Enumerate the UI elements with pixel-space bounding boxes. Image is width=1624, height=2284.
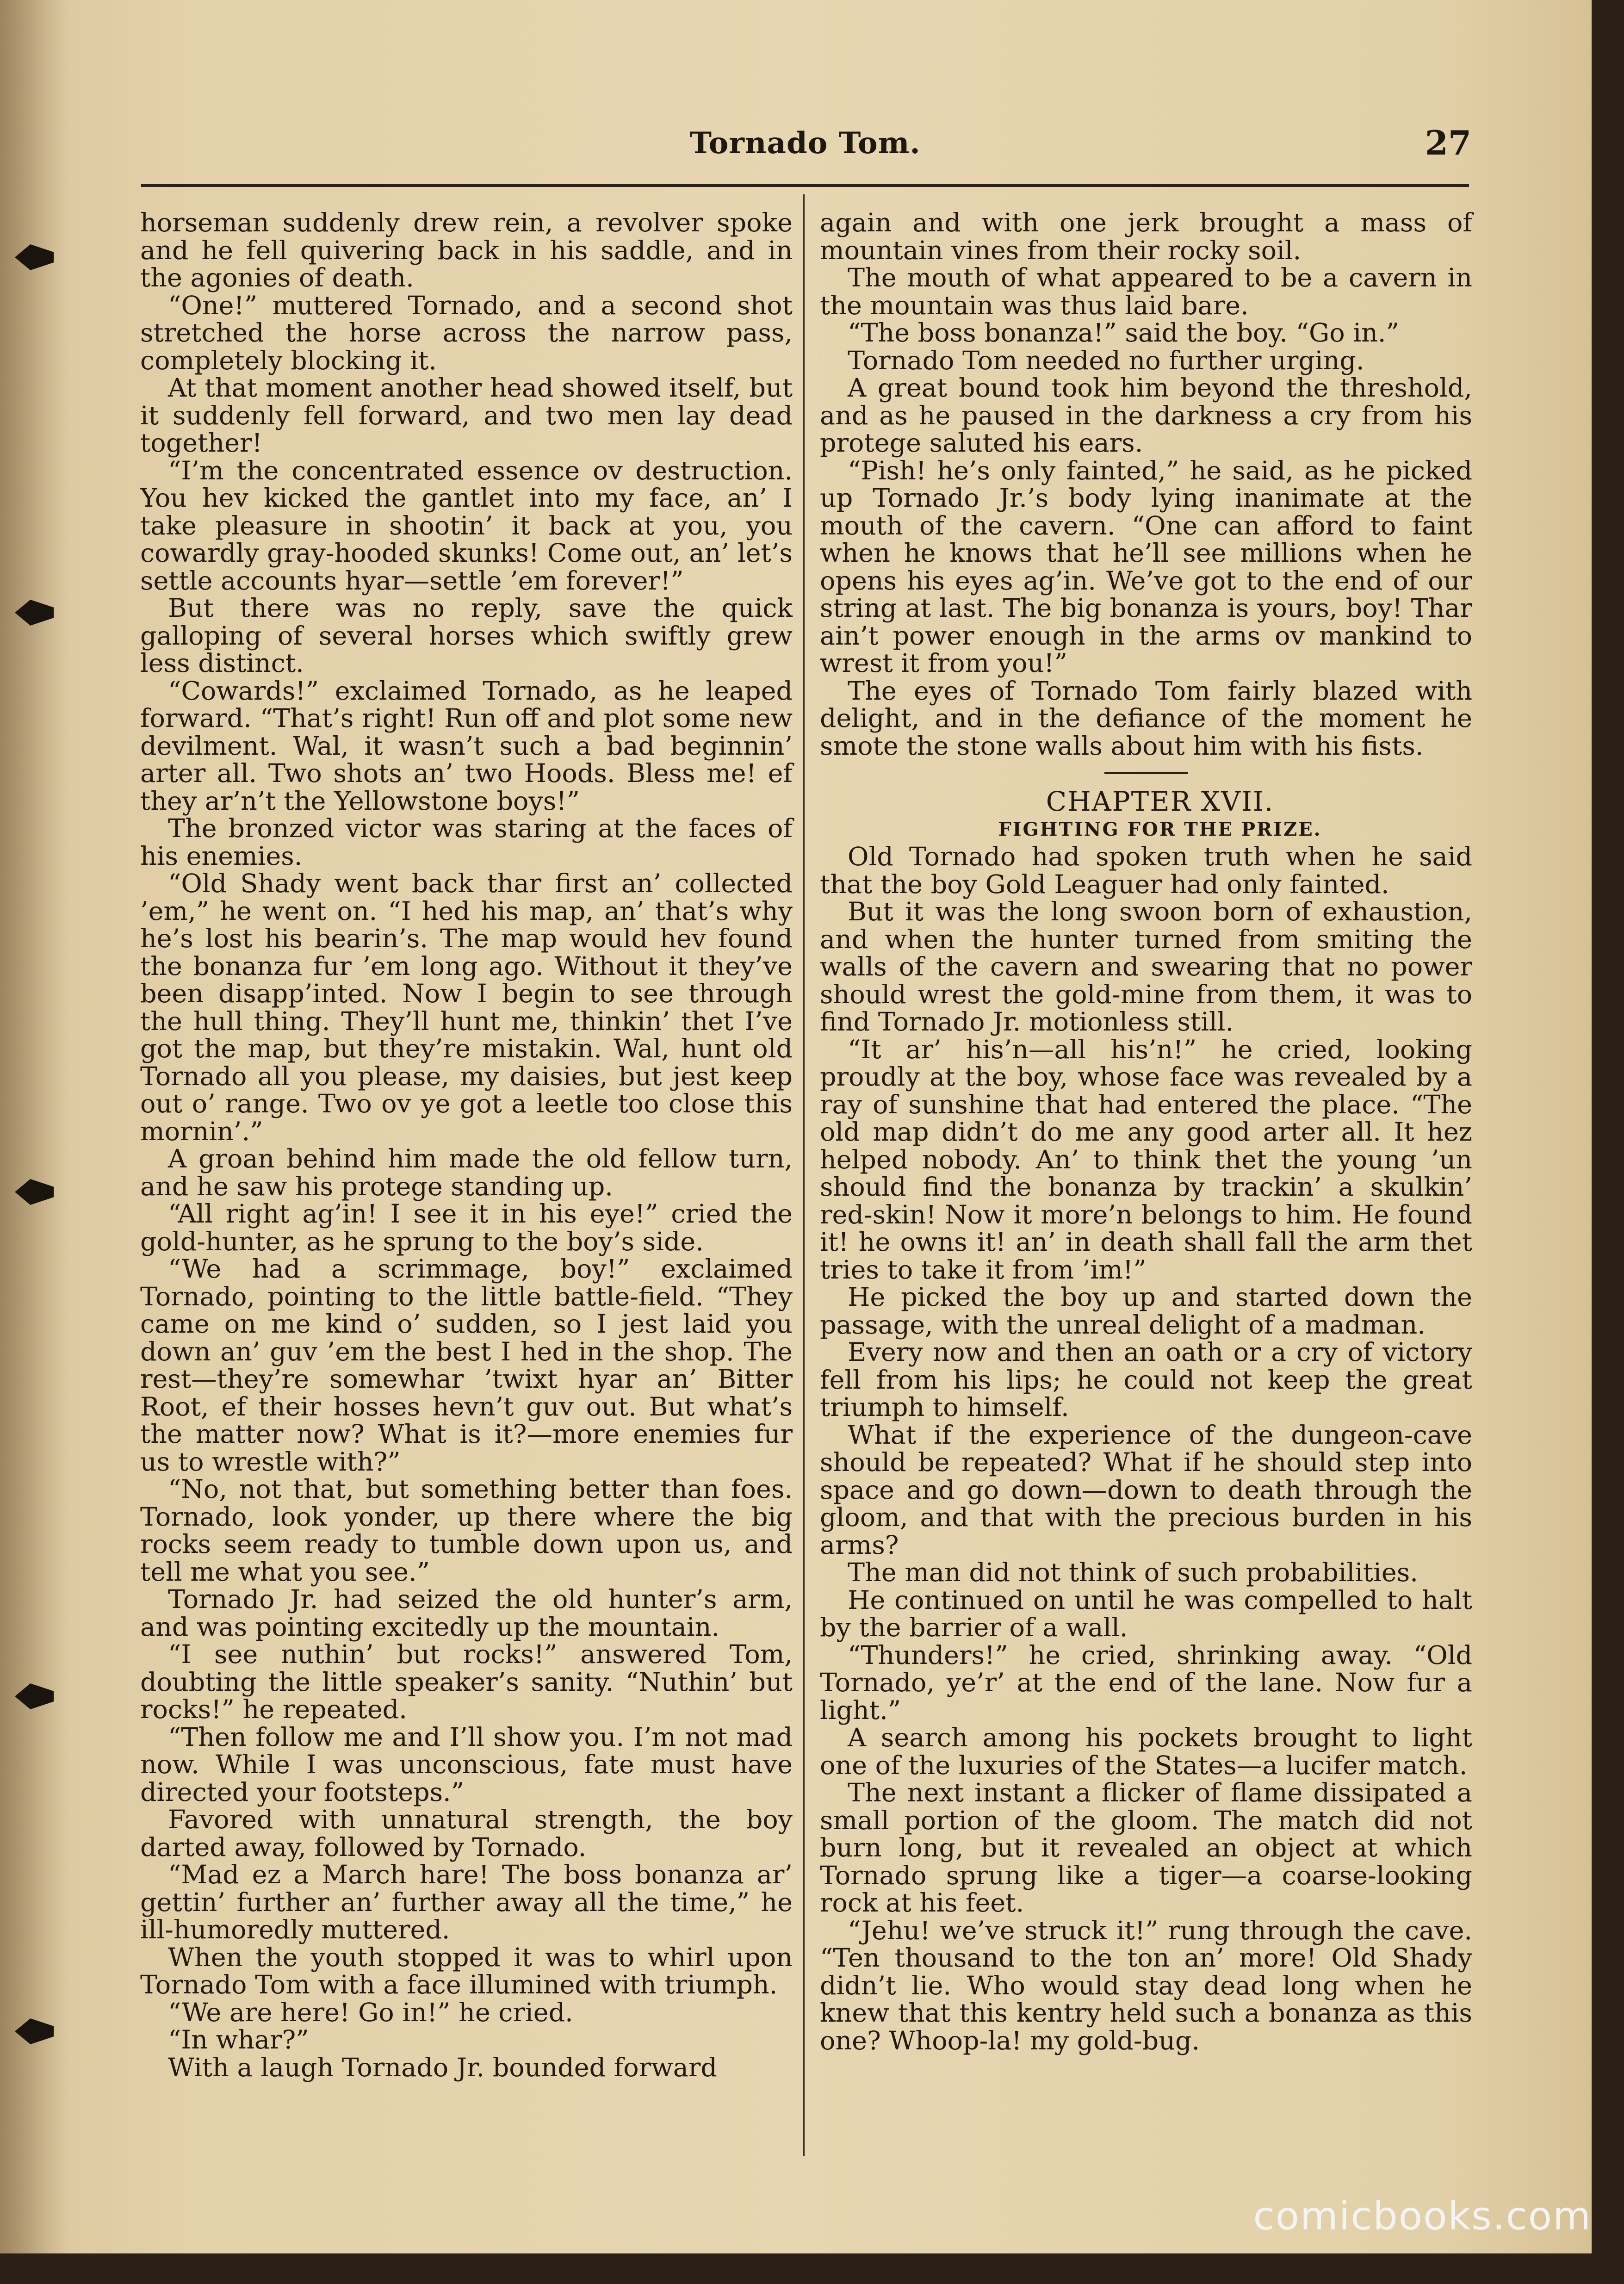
- column-rule: [803, 194, 805, 2156]
- paragraph: “Cowards!” exclaimed Tornado, as he leaped forward. “That’s right! Run off and plot some new devilment. Wal, it wasn’t such a bad beginnin’ arter all. Two shots an’ two Hoods. Bless me! ef they ar’n’t the Yellowstone boys!”: [140, 676, 793, 816]
- paragraph: “No, not that, but something better than foes. Tornado, look yonder, up there where the big rocks seem ready to tumble down upon us, and tell me what you see.”: [140, 1474, 793, 1587]
- paragraph: “The boss bonanza!” said the boy. “Go in.”: [848, 318, 1399, 348]
- paragraph: Every now and then an oath or a cry of victory fell from his lips; he could not keep the great triumph to himself.: [820, 1337, 1472, 1422]
- section-divider: [1104, 772, 1188, 774]
- paragraph: again and with one jerk brought a mass of mountain vines from their rocky soil.: [820, 208, 1472, 266]
- chapter-title: FIGHTING FOR THE PRIZE.: [998, 818, 1322, 840]
- paragraph: The mouth of what appeared to be a cavern in the mountain was thus laid bare.: [820, 263, 1472, 321]
- paragraph: What if the experience of the dungeon-cave should be repeated? What if he should step into space and go down—down to death through the gloom, and that with the precious burden in his arms?: [820, 1420, 1472, 1560]
- paragraph: The man did not think of such probabilities.: [848, 1558, 1418, 1588]
- paragraph: “We had a scrimmage, boy!” exclaimed Tornado, pointing to the little battle-field. “They came on me kind o’ sudden, so I jest laid you down an’ guv ’em the best I hed in the shop. The rest—they’re somewhar ’twixt hyar an’ Bitter Root, ef their hosses hevn’t guv out. But what’s the matter now? What is it?—more enemies fur us to wrestle with?”: [140, 1254, 793, 1477]
- paragraph: horseman suddenly drew rein, a revolver spoke and he fell quivering back in his saddle, and in the agonies of death.: [140, 208, 793, 293]
- paragraph: “One!” muttered Tornado, and a second shot stretched the horse across the narrow pass, completely blocking it.: [140, 290, 793, 376]
- paragraph: Favored with unnatural strength, the boy darted away, followed by Tornado.: [140, 1805, 793, 1862]
- running-title: Tornado Tom.: [689, 126, 921, 161]
- paragraph: “Old Shady went back thar first an’ collected ’em,” he went on. “I hed his map, an’ that’s why he’s lost his bearin’s. The map would hev found the bonanza fur ’em long ago. Without it they’ve been disapp’inted. Now I begin to see through the hull thing. They’ll hunt me, thinkin’ thet I’ve got the map, but they’re mistakin. Wal, hunt old Tornado all you please, my daisies, but jest keep out o’ range. Two ov ye got a leetle too close this mornin’.”: [140, 869, 793, 1147]
- paragraph: The eyes of Tornado Tom fairly blazed with delight, and in the defiance of the moment he smote the stone walls about him with his fists.: [820, 676, 1472, 761]
- paragraph: Tornado Jr. had seized the old hunter’s arm, and was pointing excitedly up the mountain.: [140, 1584, 793, 1642]
- binding-shadow: [0, 0, 69, 2253]
- running-header: [139, 123, 1471, 168]
- paragraph: But there was no reply, save the quick galloping of several horses which swiftly grew less distinct.: [140, 593, 793, 678]
- paragraph: A search among his pockets brought to light one of the luxuries of the States—a lucifer match.: [820, 1723, 1472, 1781]
- paragraph: “Pish! he’s only fainted,” he said, as he picked up Tornado Jr.’s body lying inanimate at the mouth of the cavern. “One can afford to faint when he knows that he’ll see millions when he opens his eyes ag’in. We’ve got to the end of our string at last. The big bonanza is yours, boy! Thar ain’t power enough in the arms ov mankind to wrest it from you!”: [820, 455, 1472, 678]
- paragraph: “Thunders!” he cried, shrinking away. “Old Tornado, ye’r’ at the end of the lane. Now fur a light.”: [820, 1640, 1472, 1725]
- paragraph: He picked the boy up and started down the passage, with the unreal delight of a madman.: [820, 1282, 1472, 1340]
- paragraph: But it was the long swoon born of exhaustion, and when the hunter turned from smiting the walls of the cavern and swearing that no power should wrest the gold-mine from them, it was to find Tornado Jr. motionless still.: [820, 897, 1472, 1037]
- paragraph: The bronzed victor was staring at the faces of his enemies.: [140, 813, 793, 871]
- paragraph: “Jehu! we’ve struck it!” rung through the cave. “Ten thousand to the ton an’ more! Old Shady didn’t lie. Who would stay dead long when he knew that this kentry held such a bonanza as this one? Whoop-la! my gold-bug.: [820, 1915, 1472, 2056]
- left-column: [140, 209, 793, 2081]
- paragraph: The next instant a flicker of flame dissipated a small portion of the gloom. The match did not burn long, but it revealed an object at which Tornado sprung like a tiger—a coarse-looking rock at his feet.: [820, 1778, 1472, 1918]
- paragraph: Old Tornado had spoken truth when he said that the boy Gold Leaguer had only fainted.: [820, 842, 1472, 900]
- paragraph: He continued on until he was compelled to halt by the barrier of a wall.: [820, 1585, 1472, 1643]
- paragraph: At that moment another head showed itself, but it suddenly fell forward, and two men lay dead together!: [140, 373, 793, 458]
- header-rule: [141, 184, 1469, 187]
- paragraph: “Mad ez a March hare! The boss bonanza ar’ gettin’ further an’ further away all the time,” he ill-humoredly muttered.: [140, 1860, 793, 1945]
- paragraph: A groan behind him made the old fellow turn, and he saw his protege standing up.: [140, 1144, 793, 1202]
- paragraph: “We are here! Go in!” he cried.: [168, 1997, 573, 2028]
- right-column: [820, 209, 1472, 2054]
- paragraph: “In whar?”: [168, 2025, 309, 2055]
- paragraph: “I’m the concentrated essence ov destruction. You hev kicked the gantlet into my face, an’ I take pleasure in shootin’ it back at you, you cowardly gray-hooded skunks! Come out, an’ let’s settle accounts hyar—settle ’em forever!”: [140, 455, 793, 596]
- paragraph: A great bound took him beyond the threshold, and as he paused in the darkness a cry from his protege saluted his ears.: [820, 373, 1472, 458]
- paragraph: Tornado Tom needed no further urging.: [848, 345, 1364, 376]
- chapter-heading: CHAPTER XVII.: [1046, 786, 1274, 817]
- paragraph: When the youth stopped it was to whirl upon Tornado Tom with a face illumined with triumph.: [140, 1942, 793, 2000]
- paragraph: “It ar’ his’n—all his’n!” he cried, looking proudly at the boy, whose face was revealed by a ray of sunshine that had entered the place. “The old map didn’t do me any good arter all. It hez helped nobody. An’ to think thet the young ’un should find the bonanza by trackin’ a skulkin’ red-skin! Now it more’n belongs to him. He found it! he owns it! an’ in death shall fall the arm thet tries to take it from ’im!”: [820, 1034, 1472, 1285]
- paragraph: “All right ag’in! I see it in his eye!” cried the gold-hunter, as he sprung to the boy’s side.: [140, 1199, 793, 1257]
- page-number: 27: [1425, 123, 1471, 162]
- paragraph: “Then follow me and I’ll show you. I’m not mad now. While I was unconscious, fate must have directed your footsteps.”: [140, 1722, 793, 1807]
- paragraph: With a laugh Tornado Jr. bounded forward: [168, 2052, 717, 2083]
- watermark-text: comicbooks.com: [1253, 2193, 1592, 2239]
- paragraph: “I see nuthin’ but rocks!” answered Tom, doubting the little speaker’s sanity. “Nuthin’ but rocks!” he repeated.: [140, 1639, 793, 1725]
